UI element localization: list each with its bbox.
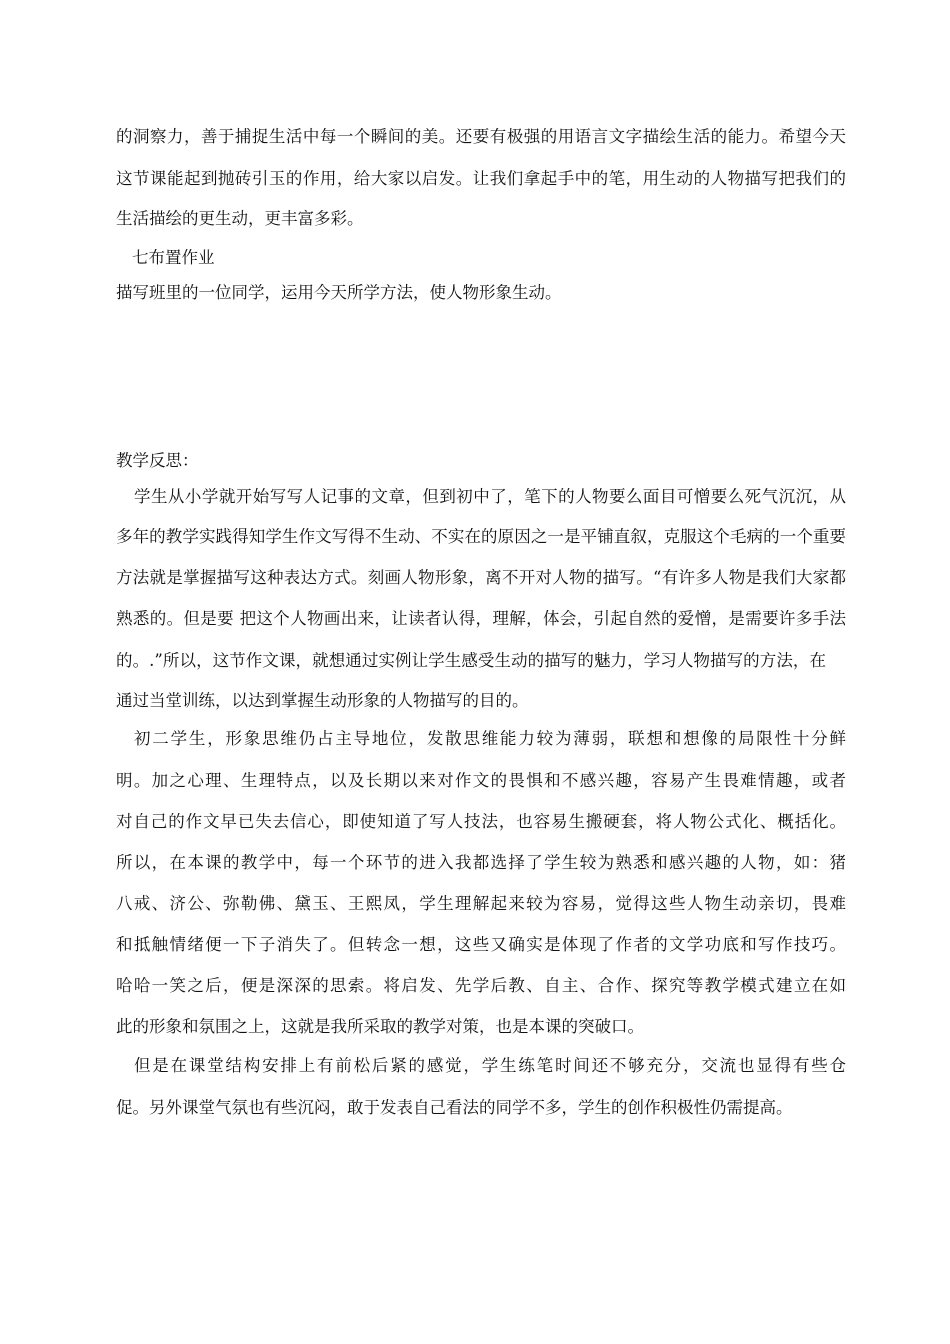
- reflection-p2-line-8: 此的形象和氛围之上，这就是我所采取的教学对策，也是本课的突破口。: [116, 1017, 644, 1036]
- reflection-p2-line-5: 八戒、济公、弥勒佛、黛玉、王熙凤，学生理解起来较为容易，觉得这些人物生动亲切，畏难: [116, 894, 846, 913]
- intro-line-3: 生活描绘的更生动，更丰富多彩。: [116, 209, 364, 228]
- reflection-p2-line-1: 初二学生，形象思维仍占主导地位，发散思维能力较为薄弱，联想和想像的局限性十分鲜: [134, 729, 846, 748]
- reflection-p2-line-7: 哈哈一笑之后，便是深深的思索。将启发、先学后教、自主、合作、探究等教学模式建立在如: [116, 976, 846, 995]
- reflection-p1-line-5: 的。.”所以，这节作文课，就想通过实例让学生感受生动的描写的魅力，学习人物描写的方法，在: [116, 651, 826, 670]
- reflection-p3-line-1: 但是在课堂结构安排上有前松后紧的感觉，学生练笔时间还不够充分，交流也显得有些仓: [134, 1056, 846, 1075]
- reflection-p1-line-3: 方法就是掌握描写这种表达方式。刻画人物形象，离不开对人物的描写。“有许多人物是我们大家都: [116, 568, 846, 587]
- reflection-heading: 教学反思：: [116, 451, 199, 470]
- homework-heading: 七布置作业: [132, 248, 215, 267]
- reflection-p1-line-6: 通过当堂训练，以达到掌握生动形象的人物描写的目的。: [116, 691, 529, 710]
- reflection-p3-line-2: 促。另外课堂气氛也有些沉闷，敢于发表自己看法的同学不多，学生的创作积极性仍需提高。: [116, 1098, 793, 1117]
- reflection-p1-line-1: 学生从小学就开始写写人记事的文章，但到初中了，笔下的人物要么面目可憎要么死气沉沉，从: [134, 487, 846, 506]
- intro-line-1: 的洞察力，善于捕捉生活中每一个瞬间的美。还要有极强的用语言文字描绘生活的能力。希望今天: [116, 127, 846, 146]
- reflection-p2-line-4: 所以，在本课的教学中，每一个环节的进入我都选择了学生较为熟悉和感兴趣的人物，如：猪: [116, 853, 846, 872]
- reflection-p2-line-2: 明。加之心理、生理特点，以及长期以来对作文的畏惧和不感兴趣，容易产生畏难情趣，或者: [116, 771, 846, 790]
- reflection-p1-line-4: 熟悉的。但是要 把这个人物画出来，让读者认得，理解，体会，引起自然的爱憎，是需要许多手法: [116, 609, 846, 628]
- reflection-p1-line-2: 多年的教学实践得知学生作文写得不生动、不实在的原因之一是平铺直叙，克服这个毛病的一个重要: [116, 527, 846, 546]
- intro-line-2: 这节课能起到抛砖引玉的作用，给大家以启发。让我们拿起手中的笔，用生动的人物描写把我们的: [116, 169, 846, 188]
- reflection-p2-line-6: 和抵触情绪便一下子消失了。但转念一想，这些又确实是体现了作者的文学功底和写作技巧。: [116, 935, 846, 954]
- homework-text: 描写班里的一位同学，运用今天所学方法，使人物形象生动。: [116, 283, 562, 302]
- reflection-p2-line-3: 对自己的作文早已失去信心，即使知道了写人技法，也容易生搬硬套，将人物公式化、概括化。: [116, 812, 846, 831]
